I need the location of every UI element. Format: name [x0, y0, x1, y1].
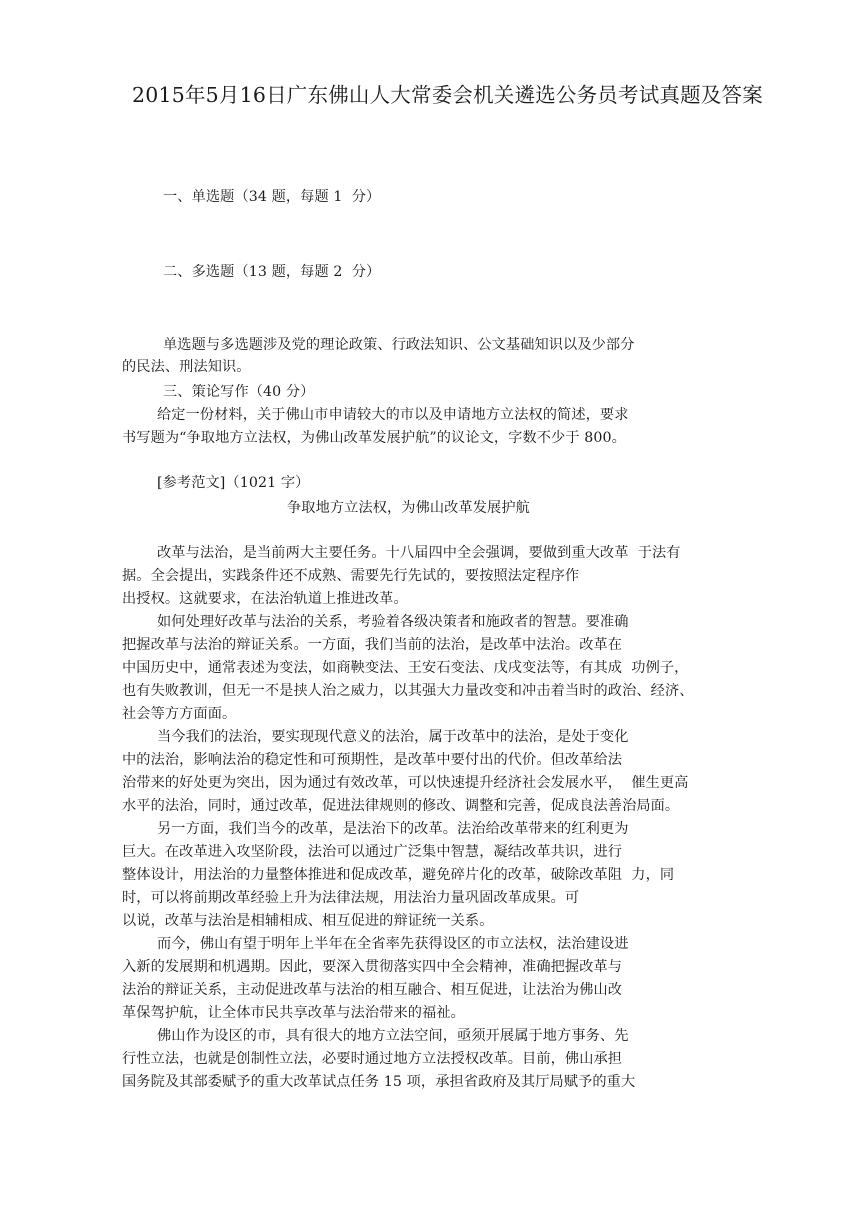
text-line: 社会等方方面面。: [122, 706, 237, 722]
text-line: 出授权。这就要求，在法治轨道上推进改革。: [122, 591, 408, 607]
text-line: 行性立法，也就是创制性立法，必要时通过地方立法授权改革。目前，佛山承担: [122, 1051, 623, 1067]
text-line: 国务院及其部委赋予的重大改革试点任务 15 项，承担省政府及其厅局赋予的重大: [122, 1074, 636, 1090]
text-line: 改革与法治，是当前两大主要任务。十八届四中全会强调，要做到重大改革 于法有: [157, 545, 681, 561]
document-title: 2015年5月16日广东佛山人大常委会机关遴选公务员考试真题及答案: [132, 83, 763, 107]
text-line: 书写题为“争取地方立法权，为佛山改革发展护航”的议论文，字数不少于 800。: [122, 430, 626, 446]
text-line: 佛山作为设区的市，具有很大的地方立法空间，亟须开展属于地方事务、先: [157, 1028, 629, 1044]
text-line: 水平的法治，同时，通过改革，促进法律规则的修改、调整和完善，促成良法善治局面。: [122, 798, 680, 814]
text-line: 当今我们的法治，要实现现代意义的法治，属于改革中的法治，是处于变化: [157, 729, 629, 745]
text-line: 入新的发展期和机遇期。因此，要深入贯彻落实四中全会精神，准确把握改革与: [122, 959, 623, 975]
text-line: 以说，改革与法治是相辅相成、相互促进的辩证统一关系。: [122, 913, 494, 929]
text-line: 争取地方立法权，为佛山改革发展护航: [287, 500, 530, 516]
text-line: 时，可以将前期改革经验上升为法律法规，用法治力量巩固改革成果。可: [122, 890, 580, 906]
text-line: 整体设计，用法治的力量整体推进和促成改革，避免碎片化的改革，破除改革阻 力，同: [122, 867, 675, 883]
text-line: 革保驾护航，让全体市民共享改革与法治带来的福祉。: [122, 1005, 465, 1021]
text-line: 三、策论写作（40 分）: [163, 384, 315, 400]
text-line: 二、多选题（13 题，每题 2 分）: [163, 264, 381, 280]
text-line: 中国历史中，通常表述为变法，如商鞅变法、王安石变法、戊戌变法等，有其成 功例子，: [122, 660, 689, 676]
text-line: 中的法治，影响法治的稳定性和可预期性，是改革中要付出的代价。但改革给法: [122, 752, 623, 768]
text-line: 也有失败教训，但无一不是挟人治之威力，以其强大力量改变和冲击着当时的政治、经济、: [122, 683, 694, 699]
text-line: 把握改革与法治的辩证关系。一方面，我们当前的法治，是改革中法治。改革在: [122, 637, 623, 653]
text-line: 给定一份材料，关于佛山市申请较大的市以及申请地方立法权的简述，要求: [157, 407, 629, 423]
text-line: 巨大。在改革进入攻坚阶段，法治可以通过广泛集中智慧，凝结改革共识，进行: [122, 844, 623, 860]
text-line: 的民法、刑法知识。: [122, 359, 251, 375]
text-line: 治带来的好处更为突出，因为通过有效改革，可以快速提升经济社会发展水平， 催生更高: [122, 775, 689, 791]
text-line: 据。全会提出，实践条件还不成熟、需要先行先试的，要按照法定程序作: [122, 568, 580, 584]
text-line: 一、单选题（34 题，每题 1 分）: [163, 189, 381, 205]
text-line: 另一方面，我们当今的改革，是法治下的改革。法治给改革带来的红利更为: [157, 821, 629, 837]
text-line: 如何处理好改革与法治的关系，考验着各级决策者和施政者的智慧。要准确: [157, 614, 629, 630]
text-line: 而今，佛山有望于明年上半年在全省率先获得设区的市立法权，法治建设进: [157, 936, 629, 952]
text-line: 法治的辩证关系，主动促进改革与法治的相互融合、相互促进，让法治为佛山改: [122, 982, 623, 998]
text-line: [参考范文]（1021 字）: [157, 475, 310, 491]
text-line: 单选题与多选题涉及党的理论政策、行政法知识、公文基础知识以及少部分: [163, 337, 635, 353]
